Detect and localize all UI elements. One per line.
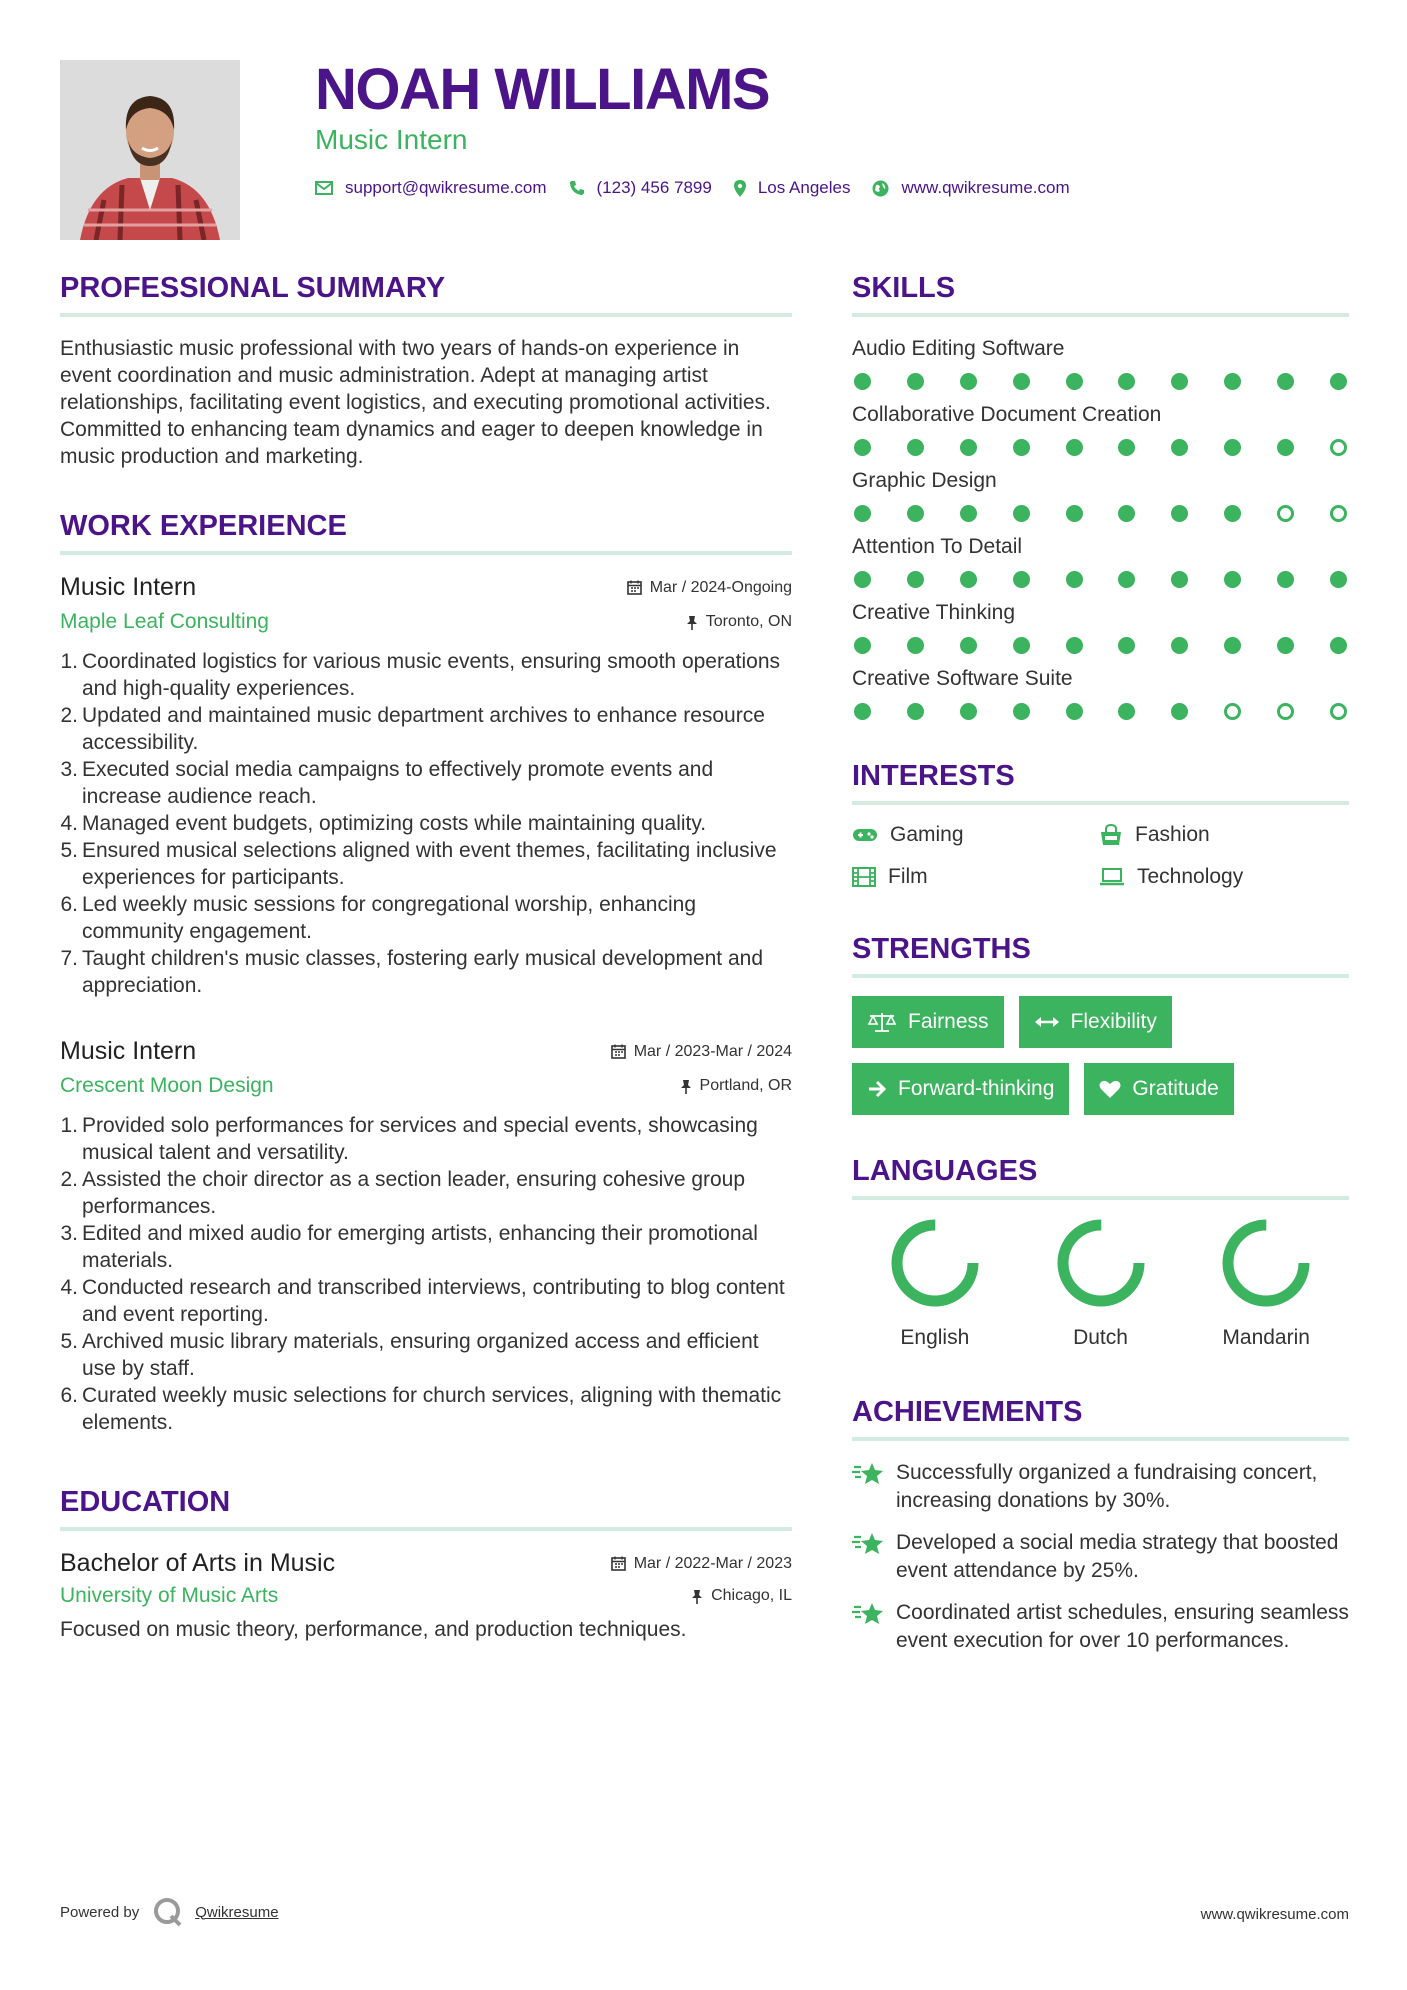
- skills-section: [852, 272, 1349, 720]
- bullet-number: 4.: [60, 1276, 78, 1299]
- language-name: Dutch: [1073, 1326, 1128, 1349]
- phone-icon: [569, 180, 585, 196]
- laptop-icon: [1099, 868, 1125, 886]
- strength-chip: [852, 1063, 1069, 1115]
- rating-dot-filled: [1171, 703, 1188, 720]
- rating-dot-filled: [1277, 439, 1294, 456]
- skill-rating: [852, 505, 1349, 522]
- job-bullet: [60, 1166, 792, 1220]
- language-list: [852, 1218, 1349, 1350]
- powered-by-text: Powered by: [60, 1903, 140, 1921]
- language-name: English: [900, 1326, 970, 1349]
- bullet-number: 3.: [60, 758, 78, 781]
- rating-dot-filled: [1330, 637, 1347, 654]
- rating-dot-filled: [1118, 703, 1135, 720]
- shooting-star-icon: [852, 1531, 884, 1557]
- calendar-icon: [627, 580, 642, 595]
- interests-heading: INTERESTS: [852, 760, 1349, 805]
- calendar-icon: [611, 1044, 626, 1059]
- qwikresume-logo-icon: [153, 1897, 183, 1927]
- interest-list: [852, 823, 1349, 889]
- education-location: [691, 1587, 792, 1605]
- skill-name: Creative Software Suite: [852, 667, 1073, 690]
- skill-name: Collaborative Document Creation: [852, 403, 1162, 426]
- profile-photo: [60, 60, 240, 240]
- job-title: Music Intern: [60, 573, 197, 601]
- skill-rating: [852, 637, 1349, 654]
- rating-dot-filled: [1066, 637, 1083, 654]
- rating-dot-filled: [1013, 505, 1030, 522]
- education-dates-text: Mar / 2022-Mar / 2023: [633, 1554, 792, 1572]
- experience-heading: WORK EXPERIENCE: [60, 510, 792, 555]
- bullet-number: 3.: [60, 1222, 78, 1245]
- rating-dot-filled: [854, 571, 871, 588]
- bullet-text: Coordinated logistics for various music events, ensuring smooth operations and high-quality experiences.: [82, 650, 781, 700]
- language-proficiency-ring: [890, 1218, 980, 1308]
- interest-label: Fashion: [1135, 823, 1210, 846]
- rating-dot-filled: [1066, 439, 1083, 456]
- contact-phone[interactable]: [569, 178, 712, 198]
- strength-list: [852, 996, 1349, 1115]
- achievements-section: [852, 1396, 1349, 1655]
- location-text: Los Angeles: [757, 178, 851, 197]
- achievement-text: Developed a social media strategy that boosted event attendance by 25%.: [896, 1531, 1339, 1582]
- interest-label: Film: [888, 865, 928, 888]
- bullet-number: 5.: [60, 1330, 78, 1353]
- bullet-text: Curated weekly music selections for church services, aligning with thematic elements.: [82, 1384, 782, 1434]
- language-name: Mandarin: [1222, 1326, 1310, 1349]
- bullet-number: 6.: [60, 1384, 78, 1407]
- strength-chip: [1019, 996, 1172, 1048]
- skill-item: [852, 335, 1349, 390]
- rating-dot-filled: [1277, 637, 1294, 654]
- rating-dot-filled: [854, 703, 871, 720]
- rating-dot-filled: [1013, 703, 1030, 720]
- language-proficiency-arc: [897, 1225, 973, 1301]
- strengths-heading: STRENGTHS: [852, 933, 1349, 978]
- rating-dot-filled: [960, 703, 977, 720]
- right-column: [852, 272, 1349, 1669]
- job-bullet: [60, 702, 792, 756]
- language-proficiency-ring: [1056, 1218, 1146, 1308]
- job-bullet: [60, 810, 792, 837]
- bullet-number: 4.: [60, 812, 78, 835]
- job-location-text: Portland, OR: [699, 1077, 792, 1094]
- summary-section: [60, 272, 792, 470]
- language-item: [852, 1218, 1018, 1350]
- rating-dot-filled: [907, 373, 924, 390]
- rating-dot-filled: [1277, 571, 1294, 588]
- achievement-item: [852, 1459, 1349, 1515]
- rating-dot-filled: [1330, 373, 1347, 390]
- achievements-heading: ACHIEVEMENTS: [852, 1396, 1349, 1441]
- job-dates-text: Mar / 2024-Ongoing: [649, 578, 792, 596]
- job-bullet: [60, 1274, 792, 1328]
- rating-dot-filled: [1171, 637, 1188, 654]
- contact-email[interactable]: [315, 178, 547, 198]
- job-dates: [627, 579, 792, 597]
- pushpin-icon: [686, 615, 698, 630]
- rating-dot-filled: [854, 439, 871, 456]
- email-text: support@qwikresume.com: [345, 178, 547, 197]
- rating-dot-empty: [1330, 703, 1347, 720]
- job-bullet: [60, 891, 792, 945]
- rating-dot-filled: [1330, 571, 1347, 588]
- skill-name: Attention To Detail: [852, 535, 1023, 558]
- bullet-text: Led weekly music sessions for congregational worship, enhancing community engagement.: [82, 893, 697, 943]
- job-company: Crescent Moon Design: [60, 1074, 274, 1097]
- balance-scale-icon: [867, 1011, 897, 1033]
- summary-heading: PROFESSIONAL SUMMARY: [60, 272, 792, 317]
- rating-dot-filled: [1171, 505, 1188, 522]
- bullet-text: Taught children's music classes, fostering early musical development and appreciation.: [82, 947, 764, 997]
- bullet-number: 1.: [60, 650, 78, 673]
- job-bullet: [60, 1220, 792, 1274]
- phone-text: (123) 456 7899: [596, 178, 712, 197]
- left-column: [60, 272, 792, 1643]
- pushpin-icon: [691, 1589, 703, 1604]
- rating-dot-filled: [1224, 439, 1241, 456]
- skill-rating: [852, 373, 1349, 390]
- film-icon: [852, 867, 876, 887]
- achievement-item: [852, 1599, 1349, 1655]
- job-bullet: [60, 1382, 792, 1436]
- education-description: Focused on music theory, performance, and production techniques.: [60, 1618, 687, 1641]
- strength-label: Fairness: [908, 1010, 989, 1033]
- interest-item: [1099, 823, 1349, 847]
- job-bullets: [60, 1112, 792, 1436]
- rating-dot-filled: [1066, 571, 1083, 588]
- qwikresume-link[interactable]: Qwikresume: [195, 1903, 279, 1921]
- bullet-number: 2.: [60, 704, 78, 727]
- bullet-text: Assisted the choir director as a section leader, ensuring cohesive group performances.: [82, 1168, 746, 1218]
- strength-label: Gratitude: [1132, 1077, 1219, 1100]
- rating-dot-filled: [1224, 571, 1241, 588]
- job-title: Music Intern: [60, 1037, 197, 1065]
- rating-dot-filled: [960, 505, 977, 522]
- job-bullet: [60, 945, 792, 999]
- shooting-star-icon: [852, 1601, 884, 1627]
- globe-icon: [872, 180, 889, 197]
- rating-dot-filled: [1224, 637, 1241, 654]
- rating-dot-filled: [960, 571, 977, 588]
- strength-chip: [1084, 1063, 1233, 1115]
- interest-label: Technology: [1137, 865, 1244, 888]
- rating-dot-filled: [960, 439, 977, 456]
- rating-dot-filled: [1118, 373, 1135, 390]
- rating-dot-filled: [1013, 571, 1030, 588]
- rating-dot-filled: [1013, 373, 1030, 390]
- rating-dot-filled: [854, 637, 871, 654]
- school-name: University of Music Arts: [60, 1584, 279, 1607]
- rating-dot-filled: [960, 637, 977, 654]
- rating-dot-filled: [1013, 637, 1030, 654]
- shooting-star-icon: [852, 1461, 884, 1487]
- rating-dot-empty: [1277, 703, 1294, 720]
- skill-rating: [852, 571, 1349, 588]
- bullet-text: Ensured musical selections aligned with event themes, facilitating inclusive experiences for participants.: [82, 839, 777, 889]
- interest-item: [1099, 865, 1349, 889]
- summary-text: Enthusiastic music professional with two years of hands-on experience in event coordination and music administration. Adept at managing artist relationships, facilitating event logistics, and executing promotional activities. Committed to enhancing team dynamics and eager to deepen knowledge in music production and marketing.: [60, 337, 771, 468]
- contact-location: [734, 178, 851, 198]
- education-heading: EDUCATION: [60, 1486, 792, 1531]
- rating-dot-filled: [1118, 439, 1135, 456]
- rating-dot-filled: [1066, 373, 1083, 390]
- rating-dot-empty: [1330, 505, 1347, 522]
- rating-dot-filled: [1118, 505, 1135, 522]
- bullet-text: Archived music library materials, ensuring organized access and efficient use by staff.: [82, 1330, 759, 1380]
- bullet-number: 2.: [60, 1168, 78, 1191]
- achievement-list: [852, 1459, 1349, 1655]
- rating-dot-empty: [1330, 439, 1347, 456]
- gamepad-icon: [852, 827, 878, 843]
- interest-label: Gaming: [890, 823, 964, 846]
- skill-list: [852, 335, 1349, 720]
- job-bullet: [60, 648, 792, 702]
- rating-dot-filled: [1066, 703, 1083, 720]
- languages-section: [852, 1155, 1349, 1350]
- contact-website[interactable]: [872, 178, 1069, 198]
- languages-heading: LANGUAGES: [852, 1155, 1349, 1200]
- job-entry: [60, 1037, 792, 1436]
- rating-dot-filled: [907, 505, 924, 522]
- contact-bar: [315, 178, 1092, 198]
- skill-name: Graphic Design: [852, 469, 997, 492]
- job-location: [686, 613, 792, 631]
- bullet-text: Edited and mixed audio for emerging artists, enhancing their promotional materials.: [82, 1222, 758, 1272]
- education-section: [60, 1486, 792, 1643]
- footer-url[interactable]: www.qwikresume.com: [1200, 1906, 1349, 1923]
- bullet-text: Conducted research and transcribed interviews, contributing to blog content and event reporting.: [82, 1276, 785, 1326]
- job-bullets: [60, 648, 792, 999]
- bullet-text: Updated and maintained music department archives to enhance resource accessibility.: [82, 704, 765, 754]
- job-bullet: [60, 1112, 792, 1166]
- bullet-number: 7.: [60, 947, 78, 970]
- bullet-number: 1.: [60, 1114, 78, 1137]
- rating-dot-filled: [1118, 571, 1135, 588]
- achievement-text: Successfully organized a fundraising concert, increasing donations by 30%.: [896, 1461, 1318, 1512]
- strengths-section: [852, 933, 1349, 1115]
- job-dates: [611, 1043, 792, 1061]
- heart-icon: [1099, 1079, 1121, 1099]
- job-entry: [60, 573, 792, 999]
- rating-dot-filled: [1171, 439, 1188, 456]
- skill-item: [852, 599, 1349, 654]
- language-proficiency-ring: [1221, 1218, 1311, 1308]
- education-dates: [611, 1555, 792, 1573]
- bullet-text: Provided solo performances for services and special events, showcasing musical talent and versatility.: [82, 1114, 758, 1164]
- rating-dot-filled: [1224, 373, 1241, 390]
- bullet-text: Executed social media campaigns to effectively promote events and increase audience reach.: [82, 758, 714, 808]
- rating-dot-empty: [1224, 703, 1241, 720]
- job-dates-text: Mar / 2023-Mar / 2024: [633, 1042, 792, 1060]
- skill-item: [852, 533, 1349, 588]
- candidate-title: Music Intern: [315, 124, 468, 155]
- rating-dot-filled: [907, 637, 924, 654]
- arrows-horizontal-icon: [1034, 1015, 1060, 1029]
- rating-dot-filled: [1066, 505, 1083, 522]
- rating-dot-filled: [854, 373, 871, 390]
- strength-chip: [852, 996, 1004, 1048]
- rating-dot-filled: [1171, 373, 1188, 390]
- job-location: [680, 1077, 792, 1095]
- strength-label: Flexibility: [1070, 1010, 1157, 1033]
- achievement-text: Coordinated artist schedules, ensuring seamless event execution for over 10 performances.: [896, 1601, 1349, 1652]
- job-bullet: [60, 1328, 792, 1382]
- skill-rating: [852, 439, 1349, 456]
- skill-item: [852, 401, 1349, 456]
- bullet-number: 6.: [60, 893, 78, 916]
- education-location-text: Chicago, IL: [711, 1587, 792, 1604]
- interest-item: [852, 823, 1099, 847]
- strength-label: Forward-thinking: [898, 1077, 1055, 1100]
- shopping-bag-icon: [1099, 824, 1123, 846]
- website-text: www.qwikresume.com: [901, 178, 1070, 197]
- skill-name: Audio Editing Software: [852, 337, 1065, 360]
- rating-dot-filled: [1118, 637, 1135, 654]
- rating-dot-filled: [907, 703, 924, 720]
- envelope-icon: [315, 181, 333, 195]
- language-proficiency-arc: [1228, 1225, 1304, 1301]
- job-list: [60, 573, 792, 1436]
- arrow-right-icon: [867, 1080, 887, 1098]
- job-company: Maple Leaf Consulting: [60, 610, 269, 633]
- language-proficiency-arc: [1063, 1225, 1139, 1301]
- bullet-text: Managed event budgets, optimizing costs while maintaining quality.: [82, 812, 707, 835]
- rating-dot-filled: [1224, 505, 1241, 522]
- education-entry: [60, 1549, 792, 1643]
- rating-dot-filled: [907, 571, 924, 588]
- experience-section: [60, 510, 792, 1436]
- skill-rating: [852, 703, 1349, 720]
- achievement-item: [852, 1529, 1349, 1585]
- job-location-text: Toronto, ON: [705, 613, 792, 630]
- rating-dot-filled: [960, 373, 977, 390]
- footer-powered-by: [60, 1897, 279, 1927]
- rating-dot-filled: [907, 439, 924, 456]
- candidate-name: NOAH WILLIAMS: [315, 57, 770, 122]
- job-bullet: [60, 756, 792, 810]
- skills-heading: SKILLS: [852, 272, 1349, 317]
- rating-dot-filled: [1277, 373, 1294, 390]
- map-marker-icon: [734, 180, 746, 197]
- calendar-icon: [611, 1556, 626, 1571]
- degree-title: Bachelor of Arts in Music: [60, 1549, 336, 1577]
- language-item: [1018, 1218, 1184, 1350]
- interest-item: [852, 865, 1099, 889]
- pushpin-icon: [680, 1079, 692, 1094]
- language-item: [1183, 1218, 1349, 1350]
- interests-section: [852, 760, 1349, 889]
- bullet-number: 5.: [60, 839, 78, 862]
- skill-name: Creative Thinking: [852, 601, 1016, 624]
- rating-dot-filled: [854, 505, 871, 522]
- skill-item: [852, 665, 1349, 720]
- rating-dot-filled: [1013, 439, 1030, 456]
- rating-dot-empty: [1277, 505, 1294, 522]
- rating-dot-filled: [1171, 571, 1188, 588]
- skill-item: [852, 467, 1349, 522]
- job-bullet: [60, 837, 792, 891]
